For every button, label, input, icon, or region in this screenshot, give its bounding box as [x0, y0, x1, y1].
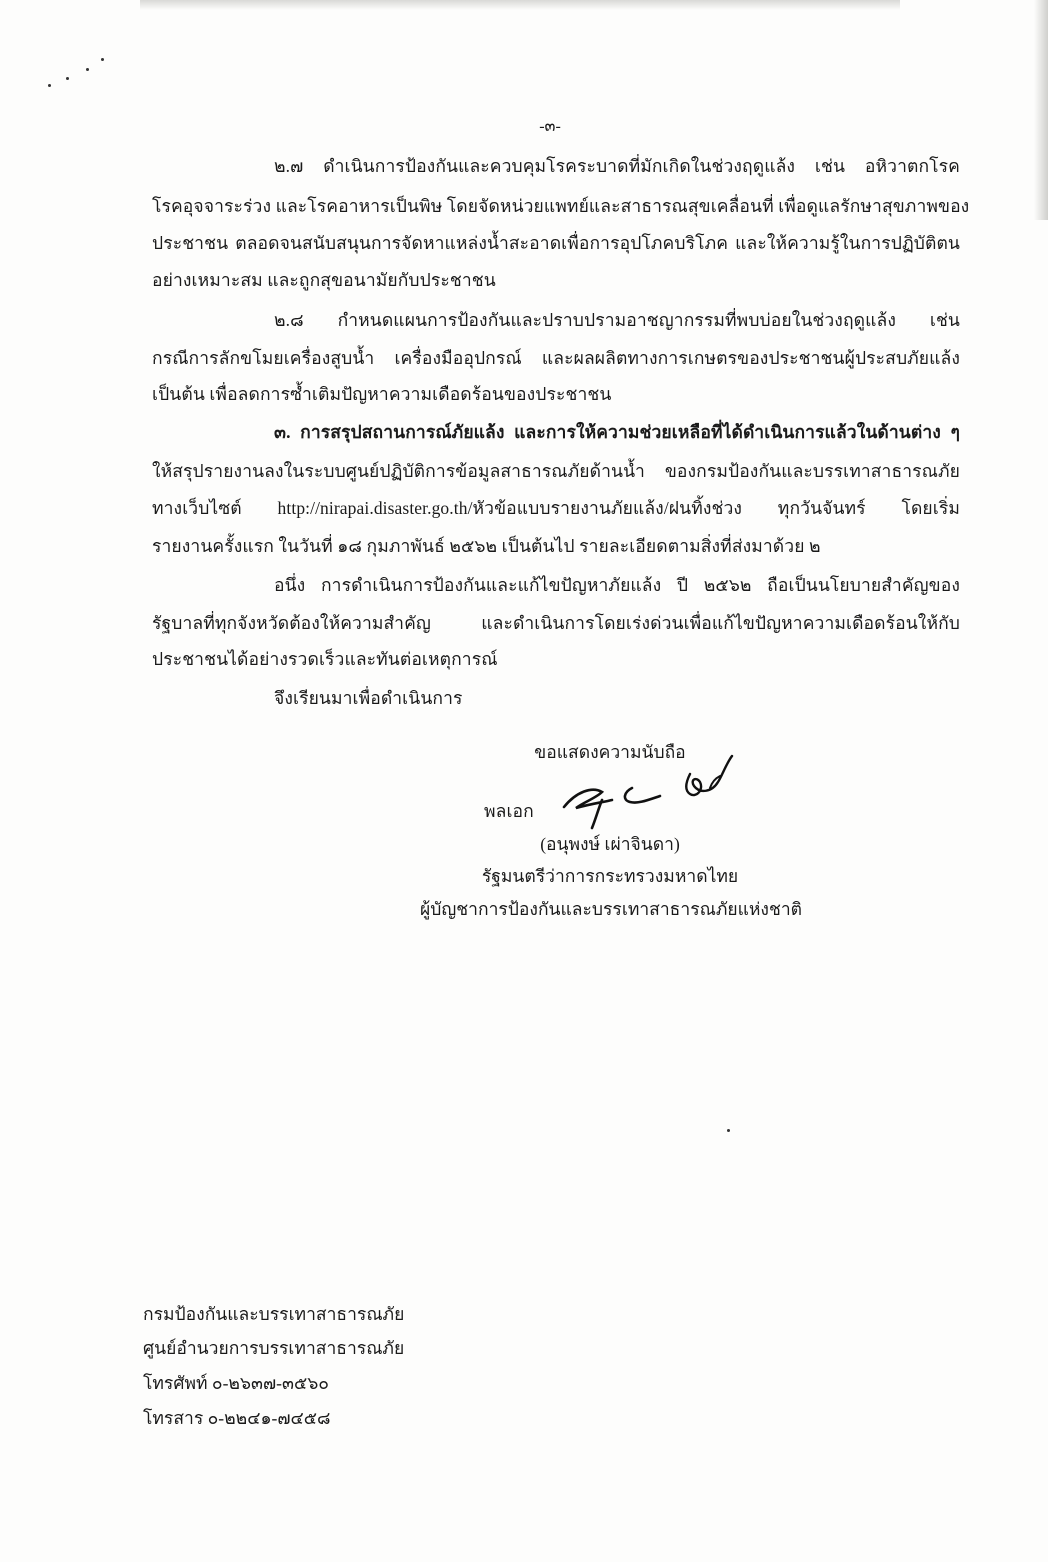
policy-line-3: ประชาชนได้อย่างรวดเร็วและทันต่อเหตุการณ์: [152, 649, 498, 669]
paragraph-2-7-line-2: โรคอุจจาระร่วง และโรคอาหารเป็นพิษ โดยจัดหน่วยแพทย์และสาธารณสุขเคลื่อนที่ เพื่อดูแลรักษาสุขภาพของ: [152, 196, 970, 216]
signer-title-2: ผู้บัญชาการป้องกันและบรรเทาสาธารณภัยแห่งชาติ: [420, 899, 803, 919]
section-3-heading: ๓. การสรุปสถานการณ์ภัยแล้ง และการให้ความช่วยเหลือที่ได้ดำเนินการแล้วในด้านต่าง ๆ: [274, 422, 960, 442]
scan-speck: [101, 58, 104, 61]
scan-speck: [66, 77, 69, 80]
section-3-line-4: รายงานครั้งแรก ในวันที่ ๑๘ กุมภาพันธ์ ๒๕๖๒ เป็นต้นไป รายละเอียดตามสิ่งที่ส่งมาด้วย ๒: [152, 536, 821, 556]
footer-fax: โทรสาร ๐-๒๒๔๑-๗๔๕๘: [143, 1408, 331, 1428]
policy-line-2: รัฐบาลที่ทุกจังหวัดต้องให้ความสำคัญ และดำเนินการโดยเร่งด่วนเพื่อแก้ไขปัญหาความเดือดร้อนให้กับ: [152, 613, 960, 633]
paragraph-2-8-line-1: ๒.๘ กำหนดแผนการป้องกันและปราบปรามอาชญากรรมที่พบบ่อยในช่วงฤดูแล้ง เช่น: [274, 310, 960, 330]
closing-line: จึงเรียนมาเพื่อดำเนินการ: [274, 688, 463, 708]
handwritten-signature: [540, 752, 760, 832]
paragraph-2-7-line-1: ๒.๗ ดำเนินการป้องกันและควบคุมโรคระบาดที่มักเกิดในช่วงฤดูแล้ง เช่น อหิวาตกโรค: [274, 156, 960, 176]
salutation: ขอแสดงความนับถือ: [534, 742, 686, 762]
scan-speck: [48, 84, 51, 87]
footer-department: กรมป้องกันและบรรเทาสาธารณภัย: [143, 1304, 405, 1324]
section-3-line-2: ให้สรุปรายงานลงในระบบศูนย์ปฏิบัติการข้อมูลสาธารณภัยด้านน้ำ ของกรมป้องกันและบรรเทาสาธารณภัย: [152, 461, 960, 481]
section-3-line-3: ทางเว็บไซต์ http://nirapai.disaster.go.th/หัวข้อแบบรายงานภัยแล้ง/ฝนทิ้งช่วง ทุกวันจันทร์ โดยเริ่ม: [152, 498, 960, 518]
paragraph-2-8-line-2: กรณีการลักขโมยเครื่องสูบน้ำ เครื่องมืออุปกรณ์ และผลผลิตทางการเกษตรของประชาชนผู้ประสบภัยแล้ง: [152, 348, 960, 368]
signer-rank: พลเอก: [484, 801, 534, 821]
paragraph-2-8-line-3: เป็นต้น เพื่อลดการซ้ำเติมปัญหาความเดือดร้อนของประชาชน: [152, 384, 612, 404]
page-number: -๓-: [539, 118, 561, 135]
footer-phone: โทรศัพท์ ๐-๒๖๓๗-๓๕๖๐: [143, 1373, 329, 1393]
footer-center: ศูนย์อำนวยการบรรเทาสาธารณภัย: [143, 1338, 405, 1358]
paragraph-2-7-line-4: อย่างเหมาะสม และถูกสุขอนามัยกับประชาชน: [152, 270, 496, 290]
policy-line-1: อนึ่ง การดำเนินการป้องกันและแก้ไขปัญหาภัยแล้ง ปี ๒๕๖๒ ถือเป็นนโยบายสำคัญของ: [274, 575, 960, 595]
scan-speck: [727, 1129, 730, 1132]
scan-shadow-top: [140, 0, 900, 10]
scan-speck: [86, 68, 89, 71]
signer-name: (อนุพงษ์ เผ่าจินดา): [540, 834, 680, 854]
signer-title-1: รัฐมนตรีว่าการกระทรวงมหาดไทย: [481, 866, 739, 886]
scan-shadow-right: [1034, 0, 1048, 220]
paragraph-2-7-line-3: ประชาชน ตลอดจนสนับสนุนการจัดหาแหล่งน้ำสะอาดเพื่อการอุปโภคบริโภค และให้ความรู้ในการปฏิบัติตน: [152, 233, 960, 253]
